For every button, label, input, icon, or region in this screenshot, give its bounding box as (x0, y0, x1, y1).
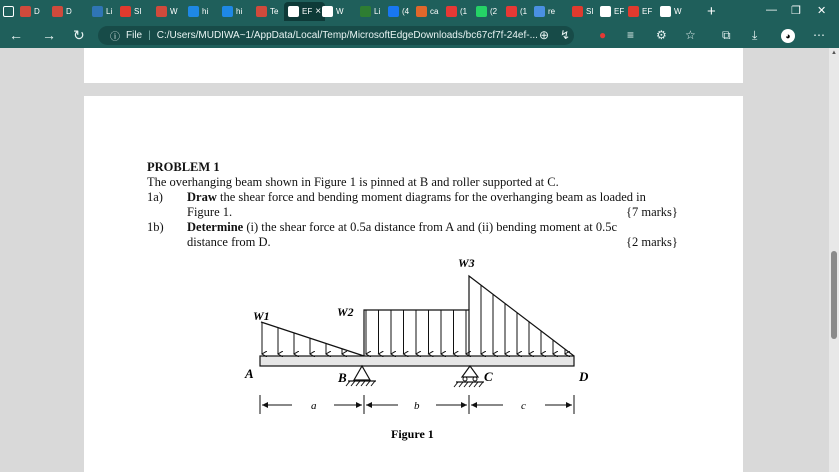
profile-avatar[interactable]: ◕ (781, 28, 795, 43)
extension-icon[interactable]: ● (599, 28, 607, 42)
tab-label: Li (374, 7, 381, 16)
pin-support-b (354, 366, 370, 380)
tab-label: W (336, 7, 344, 16)
tab-label: ca (430, 7, 439, 16)
tab-label: EF (302, 7, 313, 16)
dim-label-c: c (521, 400, 526, 412)
extension-icon[interactable]: ≡ (627, 28, 635, 42)
vertical-scrollbar[interactable] (829, 48, 839, 472)
scroll-up-icon[interactable]: ▲ (831, 50, 837, 56)
tab-label: hi (202, 7, 209, 16)
dim-label-b: b (414, 400, 420, 412)
roller-wheel (473, 377, 477, 381)
label-w3: W3 (458, 256, 475, 270)
zoom-icon[interactable]: ⊕ (539, 28, 550, 42)
question-1a-marks: {7 marks} (626, 205, 678, 219)
tab-label: (1 (520, 7, 528, 16)
label-d: D (579, 369, 589, 384)
load-arrows (262, 285, 565, 354)
w1-load-outline (261, 322, 364, 356)
close-tab-icon[interactable]: × (315, 6, 322, 17)
ground-hatch-c (454, 382, 483, 387)
favorites-icon[interactable]: ☆ (685, 28, 696, 42)
collections-icon[interactable]: ⧉ (722, 28, 731, 42)
refresh-icon[interactable]: ↻ (73, 27, 85, 43)
back-icon[interactable]: ← (9, 27, 23, 43)
extensions-icon[interactable]: ⚙ (656, 28, 667, 42)
question-1b-line2: distance from D. (187, 235, 271, 249)
tab-label: hi (236, 7, 243, 16)
more-menu-icon[interactable]: ⋯ (813, 28, 825, 42)
minimize-button[interactable]: — (766, 4, 777, 16)
tab-label: EF (642, 7, 653, 16)
label-w1: W1 (253, 309, 270, 323)
question-1b-verb: Determine (187, 220, 244, 234)
question-1a-line2: Figure 1. (187, 205, 233, 219)
roller-wheel (463, 377, 467, 381)
tab-label: re (548, 7, 556, 16)
tab-label: W (674, 7, 682, 16)
question-1b-number: 1b) (147, 220, 164, 234)
question-1a-verb: Draw (187, 190, 217, 204)
ground-hatch-b (346, 381, 375, 386)
problem-title: PROBLEM 1 (147, 160, 220, 174)
restore-button[interactable]: ❐ (791, 5, 801, 17)
beam (260, 356, 574, 366)
tab-label: (4 (402, 7, 410, 16)
roller-support-c (462, 366, 478, 377)
question-1b-marks: {2 marks} (626, 235, 678, 249)
dim-label-a: a (311, 400, 317, 412)
label-a: A (245, 366, 254, 381)
downloads-icon[interactable]: ⤓ (752, 28, 758, 42)
problem-intro: The overhanging beam shown in Figure 1 is pinned at B and roller supported at C. (147, 175, 559, 189)
scrollbar-thumb[interactable] (831, 251, 837, 339)
url-text[interactable]: C:/Users/MUDIWA~1/AppData/Local/Temp/MicrosoftEdgeDownloads/bc67cf7f-24ef-... (156, 30, 538, 41)
read-aloud-icon[interactable]: ↯ (560, 28, 571, 42)
tab-label: W (170, 7, 178, 16)
label-b: B (338, 370, 347, 385)
question-1b-text: (i) the shear force at 0.5a distance from A and (ii) bending moment at 0.5c (243, 220, 618, 234)
tab-label: D (66, 7, 72, 16)
tab-label: Te (270, 7, 279, 16)
tab-label: SI (586, 7, 594, 16)
close-window-button[interactable]: ✕ (817, 5, 827, 17)
info-icon[interactable]: ⓘ (110, 32, 120, 43)
label-w2: W2 (337, 305, 354, 319)
w3-load-outline (469, 276, 574, 356)
tab-label: (2 (490, 7, 498, 16)
tab-label: Li (106, 7, 113, 16)
tab-label: D (34, 7, 40, 16)
question-1a-number: 1a) (147, 190, 163, 204)
tab-label: SI (134, 7, 142, 16)
figure-caption: Figure 1 (391, 427, 434, 441)
scheme-label: File (126, 30, 143, 41)
question-1a-text: the shear force and bending moment diagrams for the overhanging beam as loaded in (216, 190, 646, 204)
tab-label: (1 (460, 7, 468, 16)
forward-icon[interactable]: → (42, 27, 56, 43)
label-c: C (484, 369, 493, 384)
new-tab-button[interactable]: + (707, 3, 716, 20)
tab-label: EF (614, 7, 625, 16)
url-divider: | (148, 30, 151, 41)
